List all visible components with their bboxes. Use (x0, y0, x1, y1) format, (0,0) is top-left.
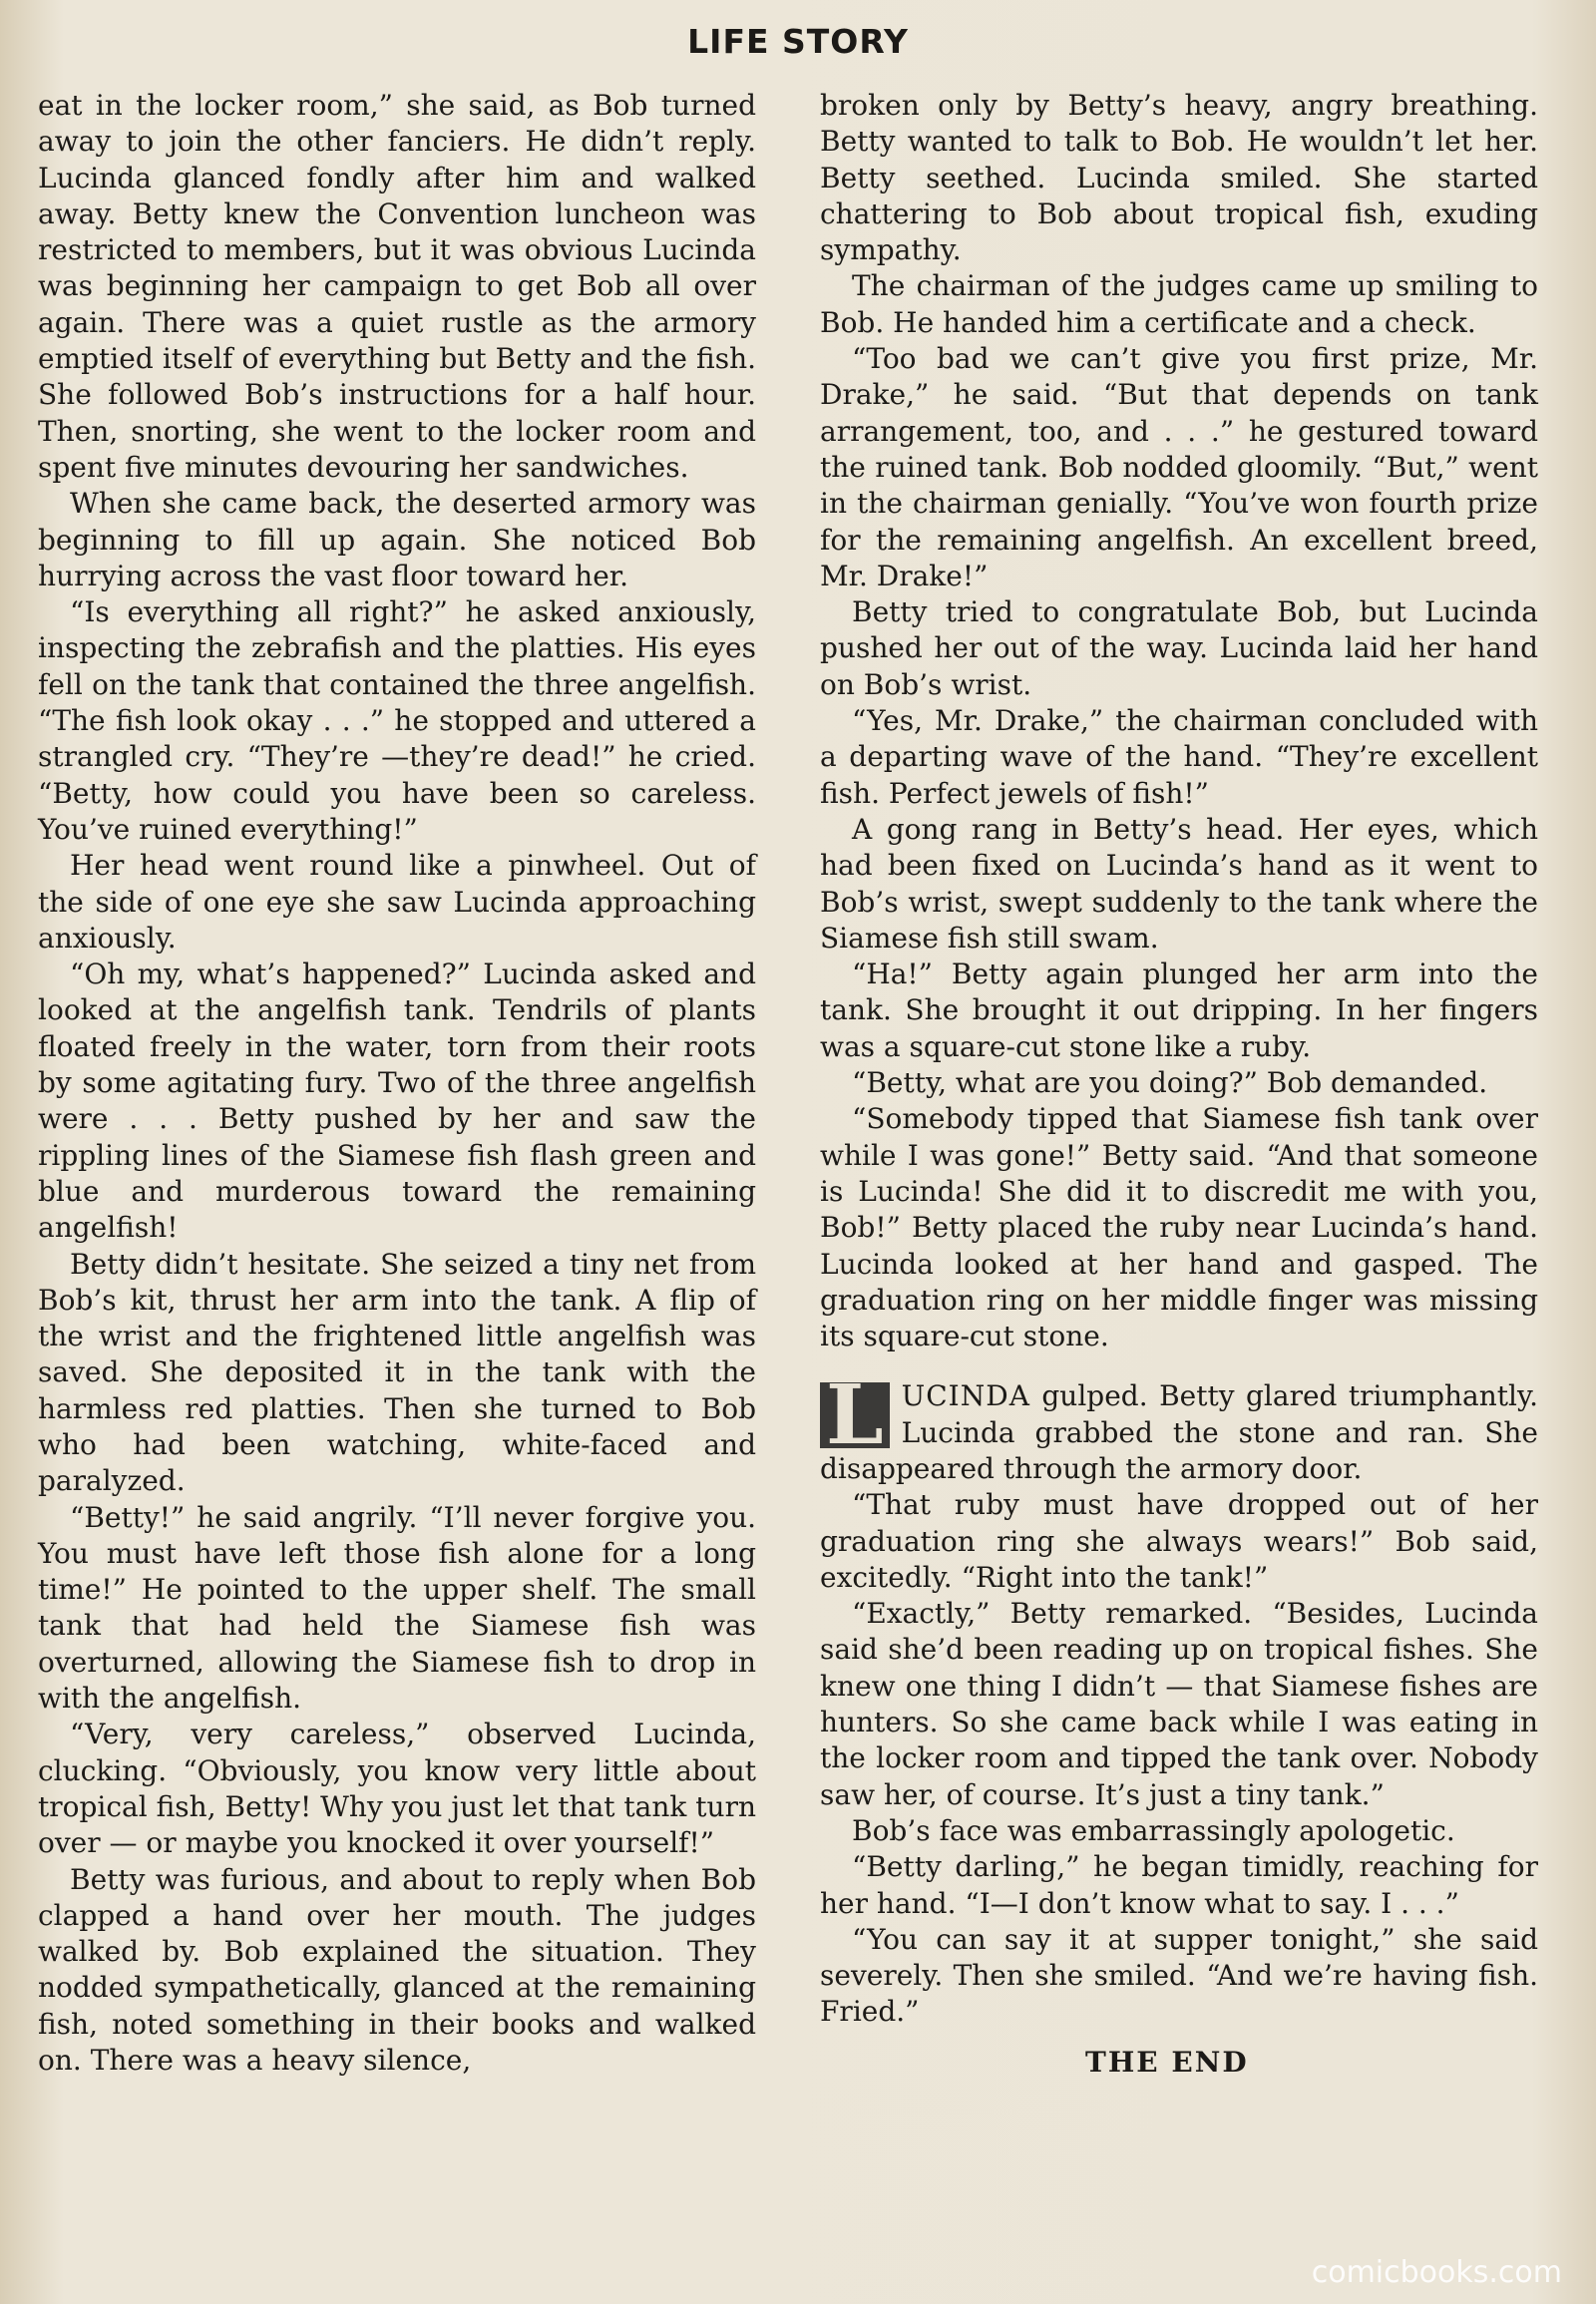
paragraph: “Exactly,” Betty remarked. “Besides, Lucinda said she’d been reading up on tropical fishes. She knew one thing I didn’t — that Siamese fishes are hunters. So she came back while I was eating in the locker room and tipped the tank over. Nobody saw her, of course. It’s just a tiny tank.” (820, 1597, 1538, 1811)
paragraph: “Is everything all right?” he asked anxiously, inspecting the zebrafish and the platties. His eyes fell on the tank that contained the three angelfish. “The fish look okay . . .” he stopped and uttered a strangled cry. “They’re —they’re dead!” he cried. “Betty, how could you have been so careless. You’ve ruined everything!” (38, 595, 756, 846)
paragraph: “That ruby must have dropped out of her graduation ring she always wears!” Bob said, excitedly. “Right into the tank!” (820, 1488, 1538, 1594)
paragraph: The chairman of the judges came up smiling to Bob. He handed him a certificate and a check. (820, 269, 1538, 339)
paragraph: “Betty, what are you doing?” Bob demanded. (852, 1066, 1488, 1100)
paragraph: eat in the locker room,” she said, as Bob turned away to join the other fanciers. He didn’t reply. Lucinda glanced fondly after him and walked away. Betty knew the Convention luncheon was restricted to members, but it was obvious Lucinda was beginning her campaign to get Bob all over again. There was a quiet rustle as the armory emptied itself of everything but Betty and the fish. She followed Bob’s instructions for a half hour. Then, snorting, she went to the locker room and spent five minutes devouring her sandwiches. (38, 89, 756, 484)
dropcap-paragraph (820, 1367, 1538, 1487)
paragraph: Betty didn’t hesitate. She seized a tiny net from Bob’s kit, thrust her arm into the tank. A flip of the wrist and the frightened little angelfish was saved. She deposited it in the tank with the harmless red platties. Then she turned to Bob who had been watching, white-faced and paralyzed. (38, 1247, 756, 1498)
paragraph: Betty tried to congratulate Bob, but Lucinda pushed her out of the way. Lucinda laid her hand on Bob’s wrist. (820, 595, 1538, 701)
paragraph: Betty was furious, and about to reply when Bob clapped a hand over her mouth. The judges walked by. Bob explained the situation. They nodded sympathetically, glanced at the remaining fish, noted something in their books and walked on. There was a heavy silence, (38, 1862, 756, 2078)
paragraph: When she came back, the deserted armory was beginning to fill up again. She noticed Bob hurrying across the vast floor toward her. (38, 487, 756, 592)
paragraph: “Yes, Mr. Drake,” the chairman concluded with a departing wave of the hand. “They’re excellent fish. Perfect jewels of fish!” (820, 704, 1538, 810)
the-end-mark: THE END (1085, 2045, 1249, 2079)
watermark: comicbooks.com (1311, 2255, 1562, 2290)
paragraph: “Very, very careless,” observed Lucinda, clucking. “Obviously, you know very little about tropical fish, Betty! Why you just let that tank turn over — or maybe you knocked it over yourself!” (38, 1718, 756, 1860)
paragraph: “You can say it at supper tonight,” she said severely. Then she smiled. “And we’re having fish. Fried.” (820, 1922, 1538, 2029)
paragraph: “Betty darling,” he began timidly, reaching for her hand. “I—I don’t know what to say. I . . .” (820, 1850, 1538, 1920)
paragraph: “Ha!” Betty again plunged her arm into the tank. She brought it out dripping. In her fingers was a square-cut stone like a ruby. (820, 958, 1538, 1063)
paragraph: Bob’s face was embarrassingly apologetic. (852, 1813, 1455, 1847)
paragraph: “Too bad we can’t give you first prize, Mr. Drake,” he said. “But that depends on tank arrangement, too, and . . .” he gestured toward the ruined tank. Bob nodded gloomily. “But,” went in the chairman genially. “You’ve won fourth prize for the remaining angelfish. An excellent breed, Mr. Drake!” (820, 342, 1538, 592)
paragraph: Her head went round like a pinwheel. Out of the side of one eye she saw Lucinda approaching anxiously. (38, 849, 756, 955)
drop-cap-letter: L (820, 1382, 890, 1448)
right-column (820, 88, 1538, 2081)
running-head: LIFE STORY (687, 22, 909, 61)
paragraph: “Betty!” he said angrily. “I’ll never forgive you. You must have left those fish alone for a long time!” He pointed to the upper shelf. The small tank that had held the Siamese fish was overturned, allowing the Siamese fish to drop in with the angelfish. (38, 1500, 756, 1716)
paragraph: “Somebody tipped that Siamese fish tank over while I was gone!” Betty said. “And that someone is Lucinda! She did it to discredit me with you, Bob!” Betty placed the ruby near Lucinda’s hand. Lucinda looked at her hand and gasped. The graduation ring on her middle finger was missing its square-cut stone. (820, 1102, 1538, 1353)
paragraph: A gong rang in Betty’s head. Her eyes, which had been fixed on Lucinda’s hand as it went to Bob’s wrist, swept suddenly to the tank where the Siamese fish still swam. (820, 812, 1538, 955)
paragraph: “Oh my, what’s happened?” Lucinda asked and looked at the angelfish tank. Tendrils of plants floated freely in the water, torn from their roots by some agitating fury. Two of the three angelfish were . . . Betty pushed by her and saw the rippling lines of the Siamese fish flash green and blue and murderous toward the remaining angelfish! (38, 958, 756, 1245)
drop-cap-small-caps: UCINDA (901, 1379, 1030, 1413)
paragraph: broken only by Betty’s heavy, angry breathing. Betty wanted to talk to Bob. He wouldn’t let her. Betty seethed. Lucinda smiled. She started chattering to Bob about tropical fish, exuding sympathy. (820, 89, 1538, 267)
left-column (38, 88, 756, 2079)
drop-cap-text: gulped. Betty glared triumphantly. Lucinda grabbed the stone and ran. She disappeared through the armory door. (820, 1379, 1538, 1485)
